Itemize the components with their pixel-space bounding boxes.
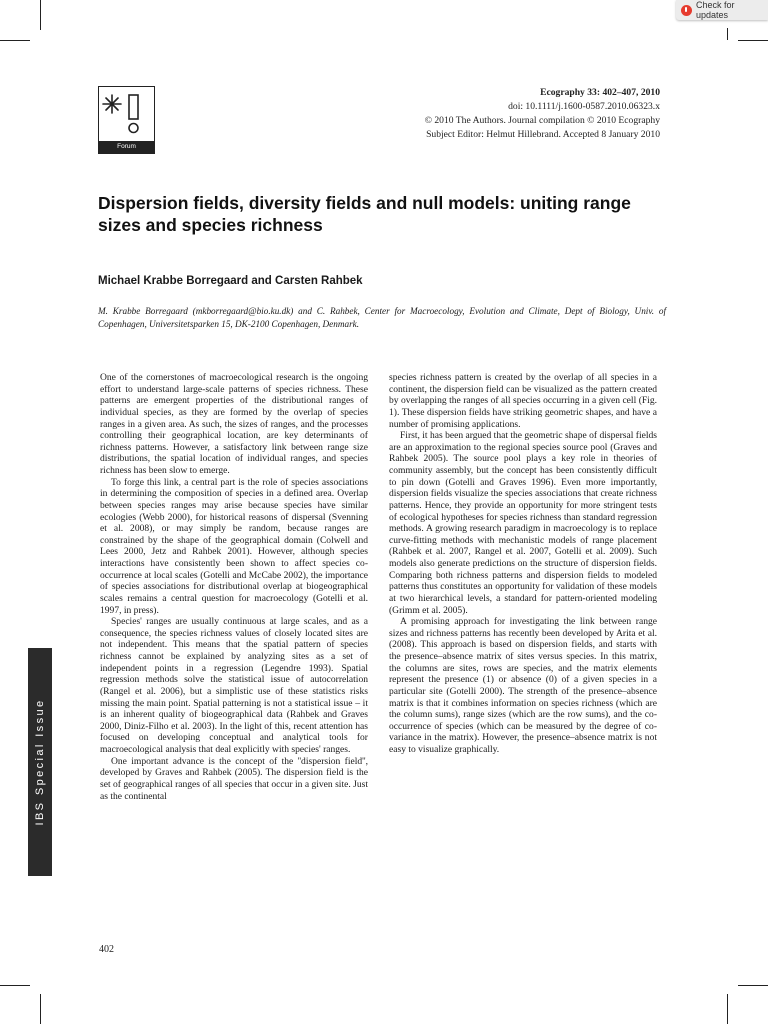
journal-metadata (425, 86, 660, 142)
forum-emblem-icon (99, 87, 156, 143)
crop-mark (0, 40, 30, 41)
crop-mark (738, 40, 768, 41)
body-paragraph: species richness pattern is created by the overlap of all species in a continent, the dispersion field can be visualized as the pattern created by overlapping the ranges of all species occurring in a given cell (Fig. 1). These dispersion fields have striking geometric shapes, and have a number of promising applications. (389, 372, 657, 430)
body-paragraph: A promising approach for investigating the link between range sizes and richness patterns has recently been developed by Arita et al. (2008). This approach is based on dispersion fields, and starts with the presence–absence matrix of sites versus species. In this matrix, the columns are sites, rows are species, and the matrix elements represent the presence (1) or absence (0) of a given species in a particular site (Gotelli 2000). The strength of the presence–absence matrix is that it combines information on species richness (which are the column sums), range sizes (which are the row sums), and the co-occurrence of species (which can be measured by the degree of co-variance in the matrix). However, the presence–absence matrix is not easy to visualize graphically. (389, 616, 657, 755)
crop-mark (40, 0, 41, 30)
update-alert-icon (681, 5, 692, 16)
crop-mark (0, 985, 30, 986)
check-for-updates-button[interactable] (676, 0, 768, 20)
body-column-right (389, 372, 657, 756)
journal-citation: Ecography 33: 402–407, 2010 (540, 87, 660, 98)
special-issue-label: IBS Special Issue (34, 698, 46, 826)
crop-mark (738, 985, 768, 986)
forum-logo (98, 86, 155, 154)
crop-mark (727, 994, 728, 1024)
special-issue-tab (28, 648, 52, 876)
body-paragraph: One of the cornerstones of macroecological research is the ongoing effort to understand large-scale patterns of species richness. These patterns are emergent properties of the distributional ranges of individual species, as they are formed by the overlap of species ranges in a given area. As such, the sizes of ranges, and the processes controlling their geographical location, are key determinants of richness patterns. However, a satisfactory link between range size distributions, the spatial location of individual ranges, and species richness has been slow to emerge. (100, 372, 368, 476)
author-affiliation: M. Krabbe Borregaard (mkborregaard@bio.ku.dk) and C. Rahbek, Center for Macroecology, Evolution and Climate, Dept of Biology, Univ. of Copenhagen, Universitetsparken 15, DK-2100 Copenhagen, Denmark. (98, 306, 666, 329)
subject-editor: Subject Editor: Helmut Hillebrand. Accepted 8 January 2010 (426, 129, 660, 140)
crop-mark (727, 28, 728, 40)
body-paragraph: One important advance is the concept of the ''dispersion field'', developed by Graves and Rahbek (2005). The dispersion field is the set of geographical ranges of all species that occur in a given site. Just as the continental (100, 755, 368, 802)
crop-mark (40, 994, 41, 1024)
article-authors: Michael Krabbe Borregaard and Carsten Rahbek (98, 275, 363, 287)
doi: doi: 10.1111/j.1600-0587.2010.06323.x (508, 101, 660, 112)
body-paragraph: To forge this link, a central part is the role of species associations in determining the composition of species in a defined area. Overlap between species ranges may arise because species have similar ecologies (Webb 2000), for historical reasons of dispersal (Svenning et al. 2008), or may simply be random, because ranges are constrained by the shape of the geographical domain (Colwell and Lees 2000, Jetz and Rahbek 2001). However, although species interactions have consistently been shown to affect species co-occurrence at local scales (Gotelli and McCabe 2002), the importance of species associations for distributional overlap at biogeographical scales remains a central question for macroecology (Gotelli et al. 1997, in press). (100, 476, 368, 616)
page-number: 402 (99, 944, 114, 955)
article-title: Dispersion fields, diversity fields and null models: uniting range sizes and species richness (98, 193, 631, 235)
body-paragraph: First, it has been argued that the geometric shape of dispersal fields are an approximation to the regional species source pool (Graves and Rahbek 2005). The source pool plays a key role in theories of community assembly, but the concept has been consistently difficult to pin down (Gotelli and Graves 1996). Even more importantly, dispersion fields visualize the species associations that create richness patterns. Hence, they provide an opportunity for more stringent tests of ecological hypotheses for species richness than standard regression methods. A growing research paradigm in macroecology is to replace curve-fitting methods with mechanistic models of range placement (Rahbek et al. 2007, Rangel et al. 2007, Gotelli et al. 2009). Such models also generate predictions on the structure of dispersion fields. Comparing both richness patterns and dispersion fields to modeled patterns thus constitutes an opportunity for validation of these models at two hierarchical levels, a standard for pattern-oriented modeling (Grimm et al. 2005). (389, 430, 657, 616)
copyright: © 2010 The Authors. Journal compilation © 2010 Ecography (424, 115, 660, 126)
check-for-updates-label: Check for updates (696, 0, 735, 20)
body-paragraph: Species' ranges are usually continuous at large scales, and as a consequence, the species richness values of closely located sites are not independent. This means that the spatial pattern of species richness cannot be explained by analyzing sites as a set of independent points in a regression (Legendre 1993). Spatial regression methods solve the statistical issue of autocorrelation (Rangel et al. 2006), but a simplistic use of these statistics risks missing the main point. Spatial patterning is not a statistical issue – it is an inherent quality of biogeographical data (Rahbek and Graves 2000, Diniz-Filho et al. 2003). In the light of this, recent attention has focused on developing conceptual and analytical tools for macroecological analysis that deal explicitly with species' ranges. (100, 616, 368, 755)
body-column-left (100, 372, 368, 802)
forum-label: Forum (99, 141, 154, 153)
